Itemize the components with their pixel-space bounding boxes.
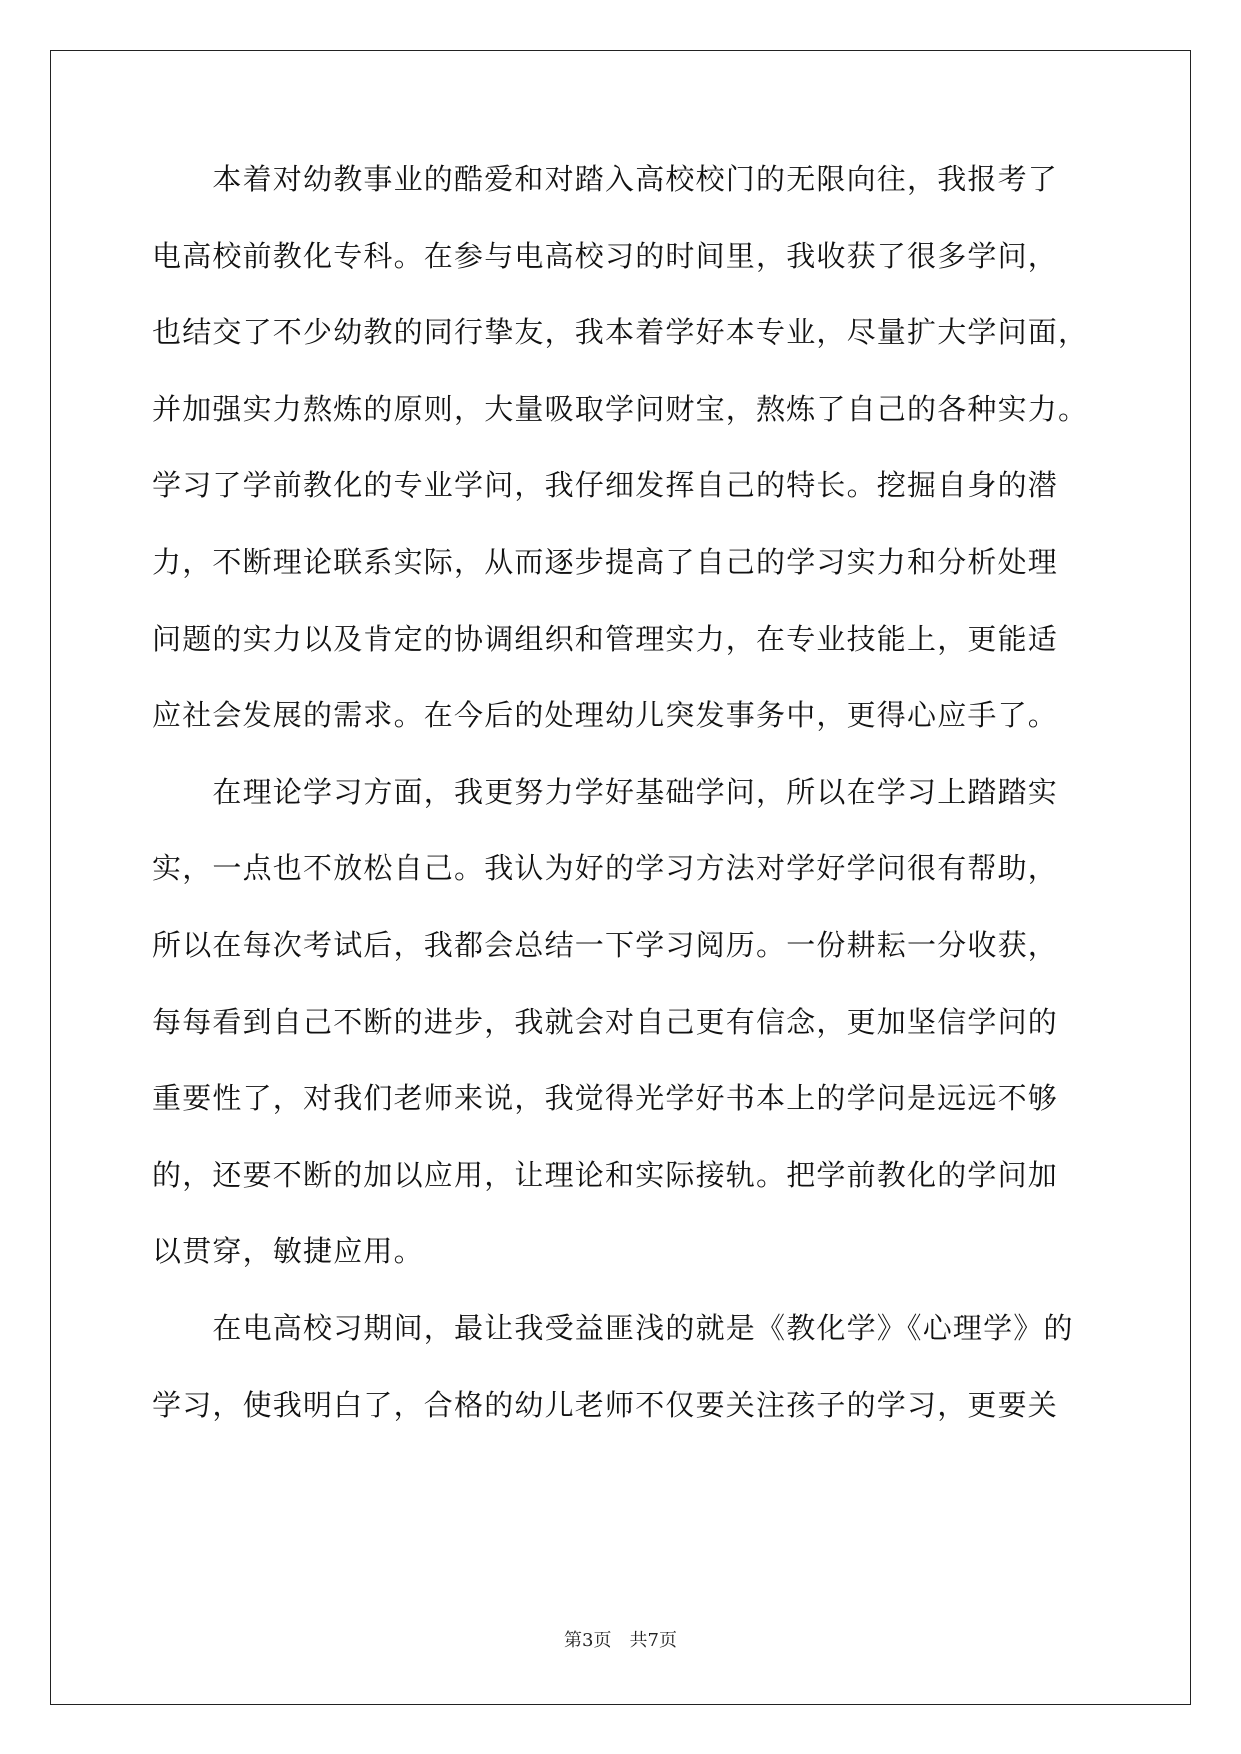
text-line-10: 实，一点也不放松自己。我认为好的学习方法对学好学问很有帮助，: [152, 851, 1059, 886]
page-footer: 第3页 共7页: [564, 1630, 677, 1651]
text-line-14: 的，还要不断的加以应用，让理论和实际接轨。把学前教化的学问加: [152, 1157, 1059, 1192]
body-text: [152, 162, 1112, 1464]
text-line-8: 应社会发展的需求。在今后的处理幼儿突发事务中，更得心应手了。: [152, 698, 1059, 733]
text-line-7: 问题的实力以及肯定的协调组织和管理实力，在专业技能上，更能适: [152, 621, 1059, 656]
text-line-11: 所以在每次考试后，我都会总结一下学习阅历。一份耕耘一分收获，: [152, 927, 1059, 962]
text-line-5: 学习了学前教化的专业学问，我仔细发挥自己的特长。挖掘自身的潜: [152, 468, 1059, 503]
text-line-6: 力，不断理论联系实际，从而逐步提高了自己的学习实力和分析处理: [152, 544, 1059, 579]
text-line-16: 在电高校习期间，最让我受益匪浅的就是《教化学》《心理学》的: [152, 1310, 1074, 1345]
text-line-4: 并加强实力熬炼的原则，大量吸取学问财宝，熬炼了自己的各种实力。: [152, 391, 1089, 426]
text-line-15: 以贯穿，敏捷应用。: [152, 1234, 424, 1269]
text-line-1: 本着对幼教事业的酷爱和对踏入高校校门的无限向往，我报考了: [152, 162, 1059, 196]
text-line-13: 重要性了，对我们老师来说，我觉得光学好书本上的学问是远远不够: [152, 1081, 1059, 1116]
text-line-12: 每每看到自己不断的进步，我就会对自己更有信念，更加坚信学问的: [152, 1004, 1059, 1039]
text-line-9: 在理论学习方面，我更努力学好基础学问，所以在学习上踏踏实: [152, 774, 1059, 809]
text-line-2: 电高校前教化专科。在参与电高校习的时间里，我收获了很多学问，: [152, 238, 1059, 273]
text-line-17: 学习，使我明白了，合格的幼儿老师不仅要关注孩子的学习，更要关: [152, 1387, 1059, 1422]
text-line-3: 也结交了不少幼教的同行挚友，我本着学好本专业，尽量扩大学问面，: [152, 315, 1089, 350]
